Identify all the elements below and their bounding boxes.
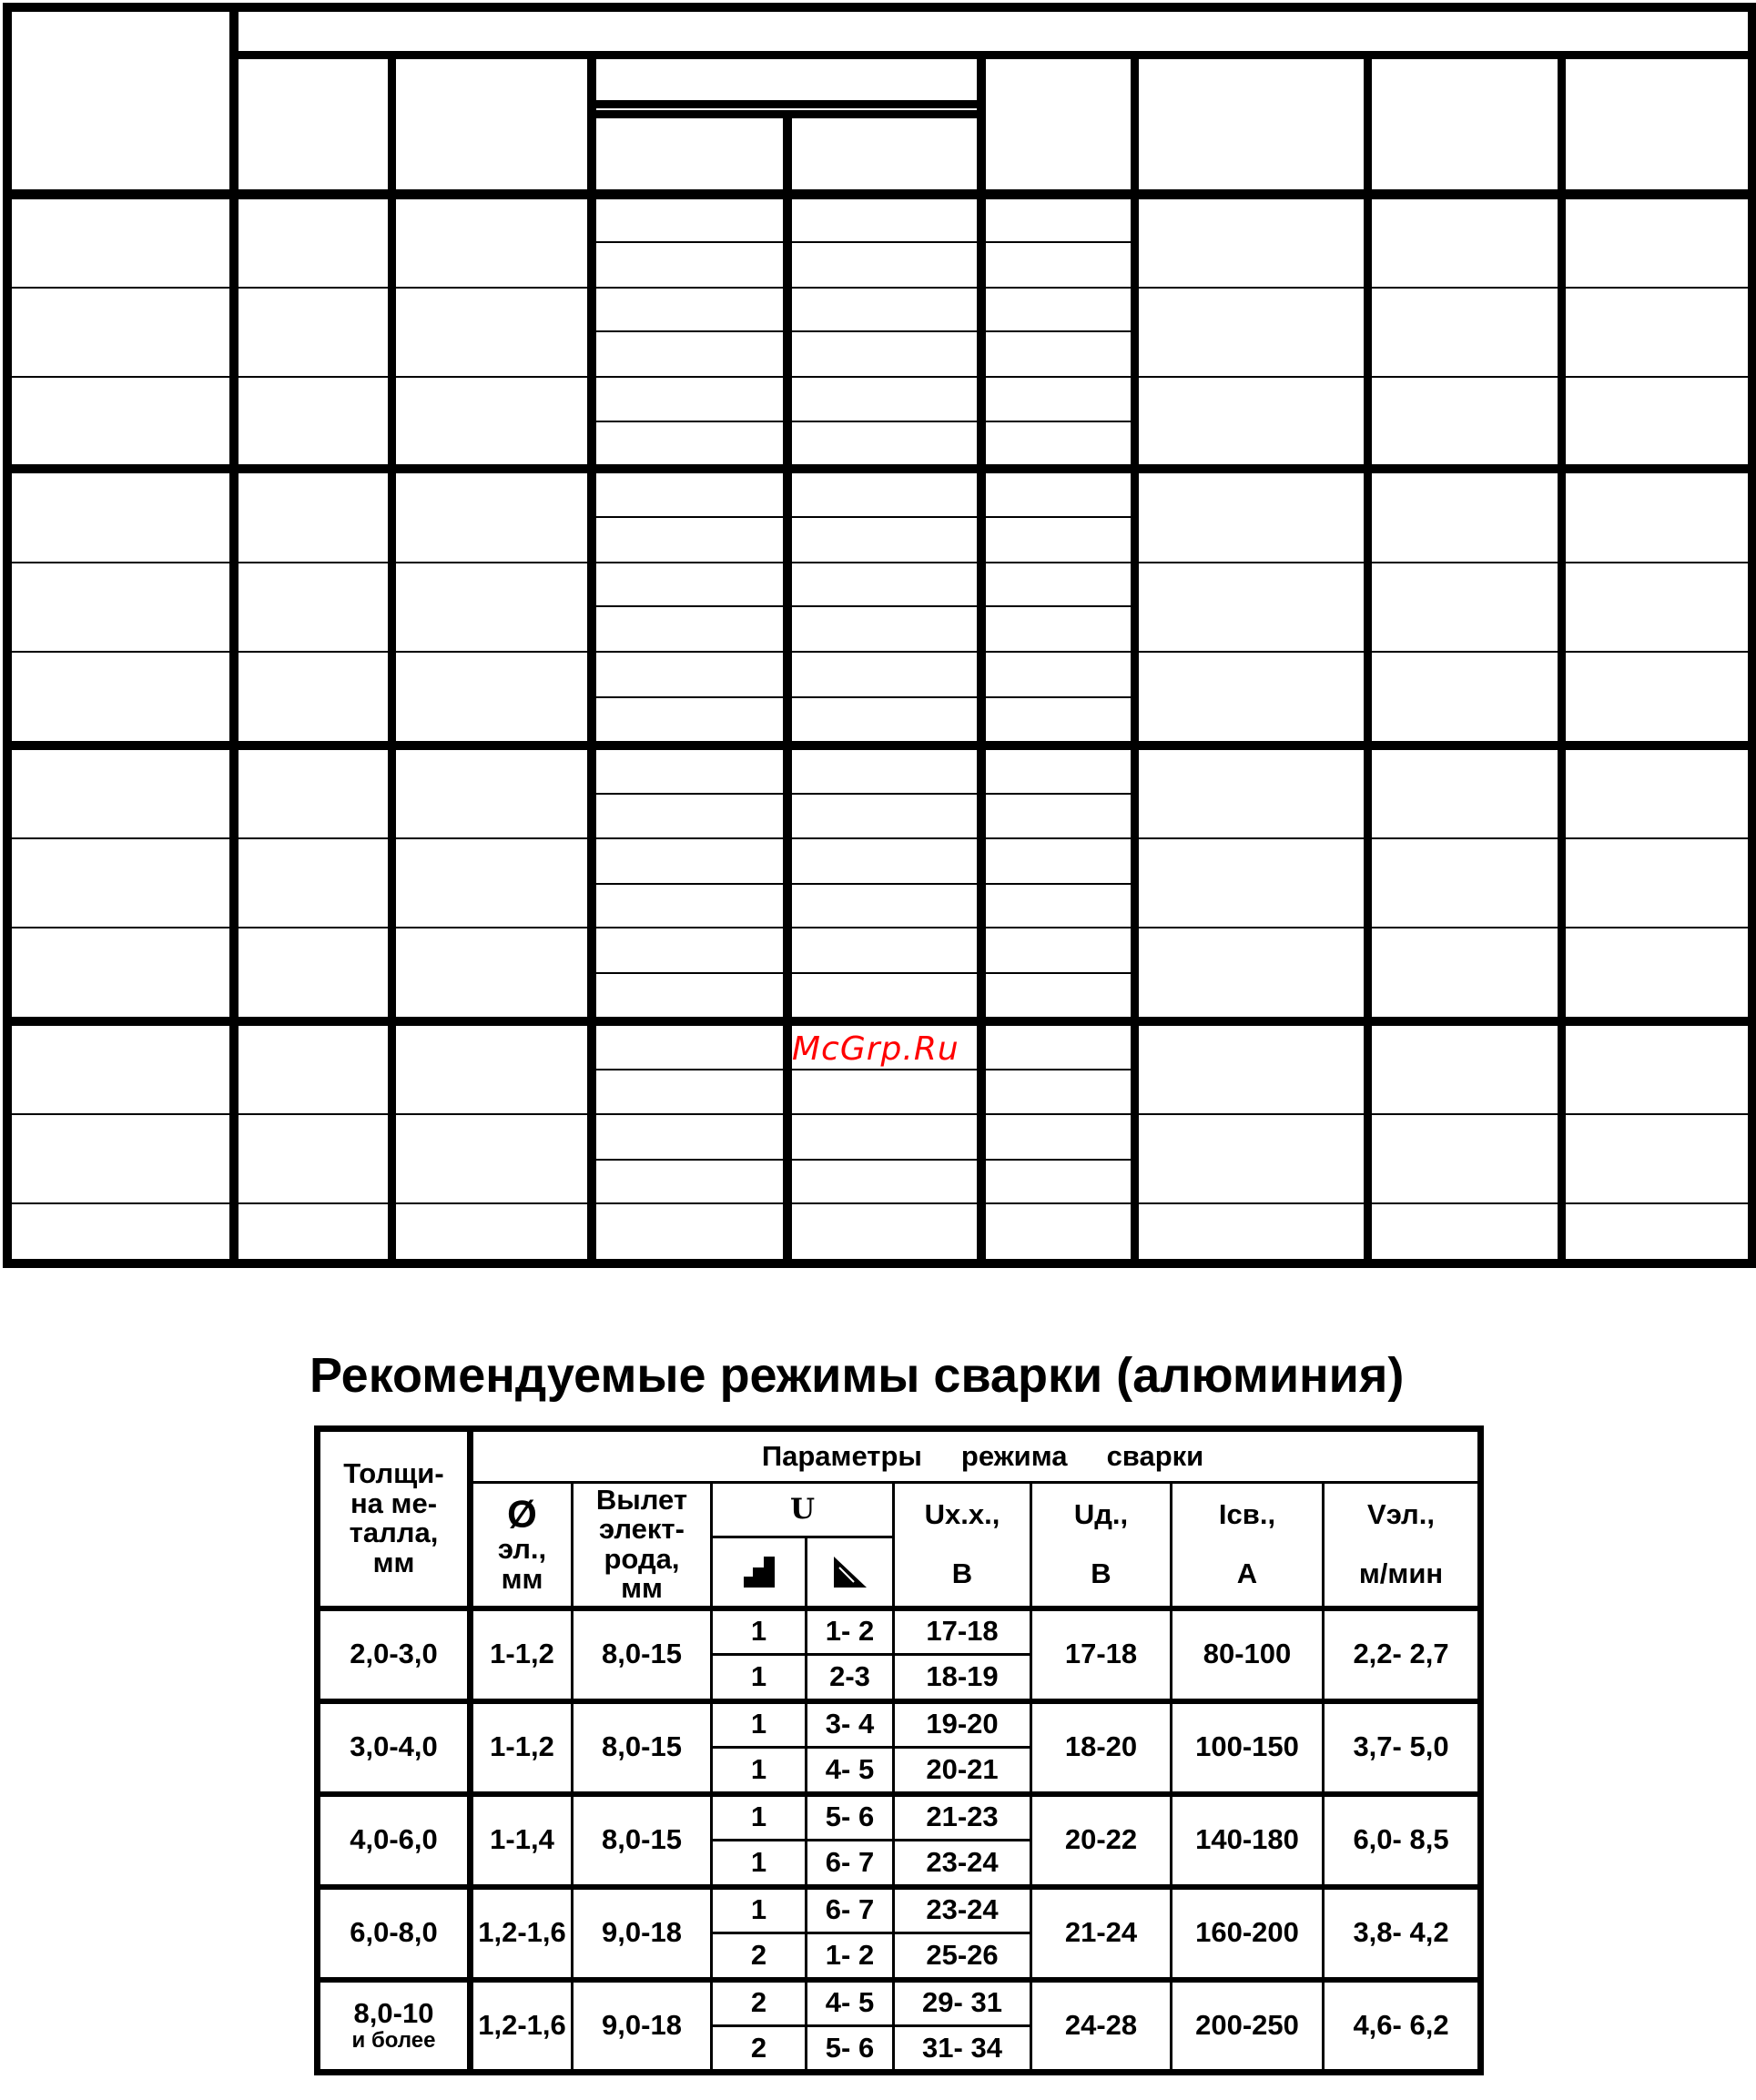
table-row xyxy=(318,1980,1481,2026)
table-row xyxy=(318,1794,1481,1841)
cell-thickness xyxy=(318,1608,471,1701)
header-stickout-line: Вылет xyxy=(595,1483,688,1516)
cell-u1: 2 xyxy=(712,2026,807,2073)
cell-u2: 1- 2 xyxy=(807,1608,894,1655)
diameter-symbol: Ø xyxy=(507,1493,537,1537)
header-stickout xyxy=(573,1483,712,1608)
welding-modes-table xyxy=(314,1425,1484,2075)
header-thickness xyxy=(318,1429,471,1608)
cell-uxx: 29- 31 xyxy=(894,1980,1031,2026)
cell-u1: 1 xyxy=(712,1841,807,1887)
header-stickout-line: рода, xyxy=(604,1542,680,1575)
cell-u2: 5- 6 xyxy=(807,1794,894,1841)
header-icv-line: Icв., xyxy=(1218,1497,1276,1530)
cell-vel: 2,2- 2,7 xyxy=(1324,1608,1481,1701)
table-row xyxy=(318,1887,1481,1933)
header-uxx-line: Ux.x., xyxy=(924,1497,1000,1530)
cell-icv: 100-150 xyxy=(1172,1701,1324,1794)
header-diameter-line: мм xyxy=(501,1562,543,1595)
cell-ud: 21-24 xyxy=(1031,1887,1172,1980)
cell-u2: 2-3 xyxy=(807,1655,894,1701)
header-icv xyxy=(1172,1483,1324,1608)
cell-u1: 1 xyxy=(712,1608,807,1655)
cell-u1: 2 xyxy=(712,1980,807,2026)
header-thickness-line: на ме- xyxy=(350,1486,438,1519)
cell-ud: 24-28 xyxy=(1031,1980,1172,2073)
cell-u2: 5- 6 xyxy=(807,2026,894,2073)
header-uxx-line: B xyxy=(951,1557,973,1590)
cell-u2: 3- 4 xyxy=(807,1701,894,1748)
header-thickness-line: Толщи- xyxy=(343,1457,444,1490)
table-row xyxy=(318,1608,1481,1655)
cell-uxx: 18-19 xyxy=(894,1655,1031,1701)
cell-u2: 6- 7 xyxy=(807,1887,894,1933)
cell-vel: 3,7- 5,0 xyxy=(1324,1701,1481,1794)
cell-uxx: 31- 34 xyxy=(894,2026,1031,2073)
cell-vel: 3,8- 4,2 xyxy=(1324,1887,1481,1980)
header-thickness-line: мм xyxy=(372,1546,415,1578)
cell-stickout: 9,0-18 xyxy=(573,1980,712,2073)
table-row xyxy=(318,1701,1481,1748)
cell-icv: 140-180 xyxy=(1172,1794,1324,1887)
thickness-value: 4,0-6,0 xyxy=(350,1823,438,1856)
thickness-value: 6,0-8,0 xyxy=(350,1916,438,1949)
cell-u1: 1 xyxy=(712,1794,807,1841)
cell-u2: 6- 7 xyxy=(807,1841,894,1887)
cell-u2: 1- 2 xyxy=(807,1933,894,1980)
cell-uxx: 19-20 xyxy=(894,1701,1031,1748)
thickness-note: и более xyxy=(351,2027,436,2053)
header-ud xyxy=(1031,1483,1172,1608)
cell-vel: 4,6- 6,2 xyxy=(1324,1980,1481,2073)
cell-u1: 1 xyxy=(712,1748,807,1794)
header-thickness-line: талла, xyxy=(349,1517,439,1549)
cell-diameter: 1,2-1,6 xyxy=(471,1980,573,2073)
cell-u1: 1 xyxy=(712,1887,807,1933)
page-title: Рекомендуемые режимы сварки (алюминия) xyxy=(310,1348,1405,1403)
header-icv-line: A xyxy=(1236,1557,1258,1590)
slope-down-icon xyxy=(807,1537,894,1608)
cell-thickness xyxy=(318,1794,471,1887)
cell-u2: 4- 5 xyxy=(807,1748,894,1794)
thickness-value: 3,0-4,0 xyxy=(350,1730,438,1763)
header-stickout-line: элект- xyxy=(599,1513,685,1546)
header-vel-line: Vэл., xyxy=(1367,1497,1435,1530)
cell-diameter: 1-1,4 xyxy=(471,1794,573,1887)
cell-uxx: 23-24 xyxy=(894,1887,1031,1933)
cell-diameter: 1,2-1,6 xyxy=(471,1887,573,1980)
cell-uxx: 21-23 xyxy=(894,1794,1031,1841)
cell-stickout: 8,0-15 xyxy=(573,1701,712,1794)
cell-icv: 200-250 xyxy=(1172,1980,1324,2073)
thickness-value: 8,0-10 xyxy=(353,1997,434,2030)
cell-diameter: 1-1,2 xyxy=(471,1701,573,1794)
cell-thickness xyxy=(318,1980,471,2073)
cell-ud: 17-18 xyxy=(1031,1608,1172,1701)
cell-icv: 160-200 xyxy=(1172,1887,1324,1980)
cell-diameter: 1-1,2 xyxy=(471,1608,573,1701)
header-ud-line: B xyxy=(1091,1557,1111,1590)
cell-uxx: 20-21 xyxy=(894,1748,1031,1794)
header-diameter-line: эл., xyxy=(497,1533,547,1566)
cell-u2: 4- 5 xyxy=(807,1980,894,2026)
cell-thickness xyxy=(318,1887,471,1980)
watermark-text: McGrp.Ru xyxy=(792,1030,959,1068)
cell-icv: 80-100 xyxy=(1172,1608,1324,1701)
cell-ud: 20-22 xyxy=(1031,1794,1172,1887)
header-uxx xyxy=(894,1483,1031,1608)
cell-u1: 2 xyxy=(712,1933,807,1980)
slope-down-icon-svg xyxy=(832,1555,868,1589)
cell-uxx: 25-26 xyxy=(894,1933,1031,1980)
step-up-icon-svg xyxy=(742,1555,776,1589)
header-u: U xyxy=(712,1483,894,1537)
cell-ud: 18-20 xyxy=(1031,1701,1172,1794)
cell-stickout: 8,0-15 xyxy=(573,1608,712,1701)
cell-uxx: 23-24 xyxy=(894,1841,1031,1887)
header-diameter xyxy=(471,1483,573,1608)
header-vel-line: м/мин xyxy=(1358,1557,1444,1590)
header-vel xyxy=(1324,1483,1481,1608)
cell-vel: 6,0- 8,5 xyxy=(1324,1794,1481,1887)
cell-u1: 1 xyxy=(712,1655,807,1701)
cell-u1: 1 xyxy=(712,1701,807,1748)
header-ud-line: Uд., xyxy=(1073,1497,1129,1530)
cell-uxx: 17-18 xyxy=(894,1608,1031,1655)
step-up-icon xyxy=(712,1537,807,1608)
cell-stickout: 8,0-15 xyxy=(573,1794,712,1887)
header-stickout-line: мм xyxy=(621,1572,663,1605)
thickness-value: 2,0-3,0 xyxy=(350,1638,438,1670)
cell-stickout: 9,0-18 xyxy=(573,1887,712,1980)
cell-thickness xyxy=(318,1701,471,1794)
header-params: Параметры режима сварки xyxy=(471,1429,1481,1483)
